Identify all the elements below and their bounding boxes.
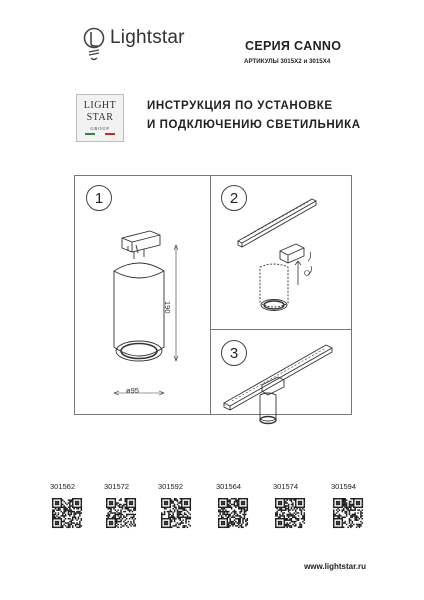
qr-code-icon (161, 498, 191, 528)
fixture-dimension-drawing (74, 175, 211, 415)
sku-301594: 301594 (331, 482, 357, 491)
series-title: СЕРИЯ CANNO (245, 39, 342, 53)
website-link[interactable]: www.lightstar.ru (304, 562, 366, 571)
track-insertion-drawing (210, 175, 352, 330)
step-1-number: 1 (86, 185, 112, 211)
step-3-number: 3 (221, 340, 247, 366)
mounted-fixture-drawing (210, 329, 352, 415)
italian-flag-stripe (85, 133, 115, 135)
instruction-heading-line1: ИНСТРУКЦИЯ ПО УСТАНОВКЕ (147, 100, 333, 112)
step-2-number: 2 (221, 185, 247, 211)
sku-301564: 301564 (216, 482, 242, 491)
qr-code-icon (218, 498, 248, 528)
sku-301572: 301572 (104, 482, 130, 491)
lightstar-group-logo (76, 94, 124, 142)
sku-301592: 301592 (158, 482, 184, 491)
lightstar-logo-icon (80, 26, 108, 62)
height-dimension-label: 190 (163, 301, 172, 314)
qr-code-icon (333, 498, 363, 528)
qr-code-icon (52, 498, 82, 528)
diameter-dimension-label: ø95 (126, 386, 139, 395)
sku-301562: 301562 (50, 482, 76, 491)
qr-code-icon (275, 498, 305, 528)
sku-301574: 301574 (273, 482, 299, 491)
group-logo-line1: LIGHT (83, 100, 117, 111)
group-logo-line3: GROUP (90, 126, 110, 131)
instruction-heading-line2: И ПОДКЛЮЧЕНИЮ СВЕТИЛЬНИКА (147, 119, 361, 131)
brand-name: Lightstar (110, 27, 185, 48)
group-logo-line2: STAR (86, 112, 114, 123)
qr-code-icon (106, 498, 136, 528)
articles-text: АРТИКУЛЫ 3015X2 и 3015X4 (244, 58, 331, 65)
